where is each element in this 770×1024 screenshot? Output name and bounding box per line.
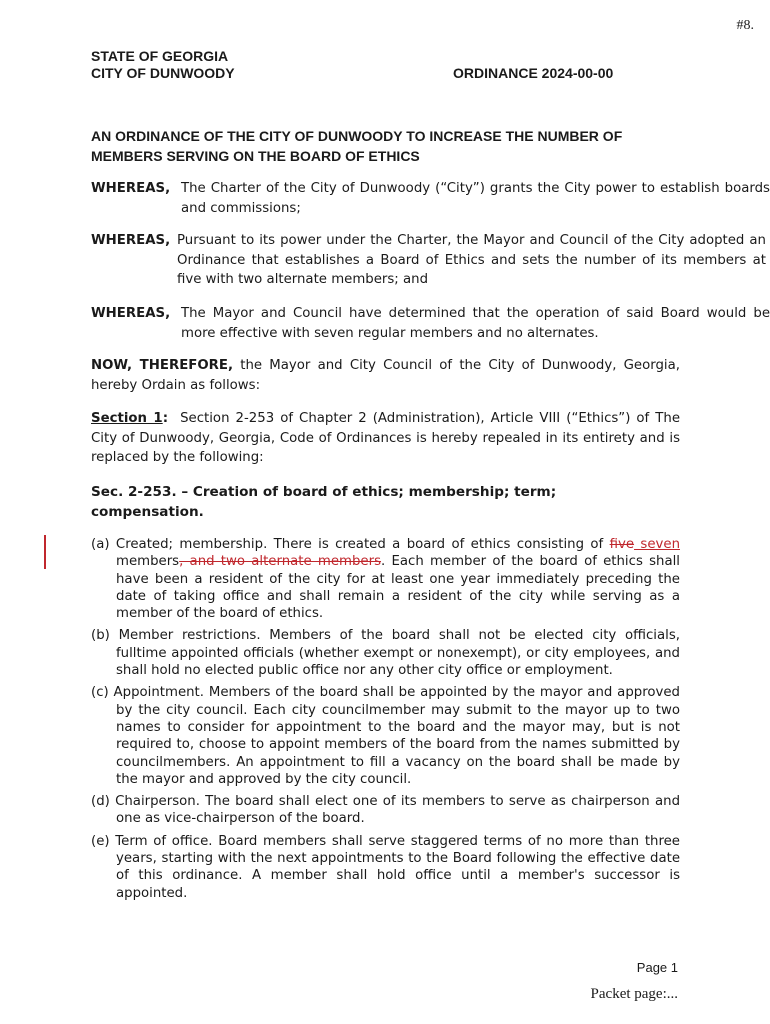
whereas-text: Pursuant to its power under the Charter, the Mayor and Council of the City adopted an Ordinance that establishes a Board of Ethics and sets the number of its members at five with two alternate members; and [177,233,766,287]
whereas-clause-3 [91,304,770,343]
whereas-clause-2 [91,231,766,290]
section-1-label: Section 1 [91,411,163,426]
section-heading: Sec. 2-253. – Creation of board of ethics; membership; term; compensation. [91,484,557,520]
subsection-label: (d) [91,794,110,810]
deleted-text: , and two alternate members [179,554,382,570]
subsection-b [91,627,680,679]
section-1-text: Section 2-253 of Chapter 2 (Administration), Article VIII (“Ethics”) of The City of Dunwoody, Georgia, Code of Ordinances is hereby repealed in its entirety and is replaced by the following: [91,411,680,465]
page-number: Page 1 [636,960,678,975]
whereas-text: The Mayor and Council have determined that the operation of said Board would be more effective with seven regular members and no alternates. [181,306,770,341]
subsection-d [91,793,680,828]
header-city: CITY OF DUNWOODY [91,65,235,81]
subsection-text: Member restrictions. Members of the board shall not be elected city officials, fulltime appointed officials (whether exempt or nonexempt), or city employees, and shall hold no elected public office nor any other city office or employment. [116,628,680,679]
subsection-a [91,536,680,622]
header-state: STATE OF GEORGIA [91,48,229,64]
whereas-text: The Charter of the City of Dunwoody (“City”) grants the City power to establish boards and commissions; [181,181,770,216]
whereas-keyword: WHEREAS, [91,181,171,196]
whereas-keyword: WHEREAS, [91,233,171,248]
subsection-label: (c) [91,685,109,701]
now-therefore-keyword: NOW, THEREFORE, [91,358,234,373]
page-marker: #8. [736,18,754,33]
subsection-label: (b) [91,628,110,644]
subsection-text: Term of office. Board members shall serve staggered terms of no more than three years, starting with the next appointments to the Board following the effective date of this ordinance. A member shall hold office until a member's successor is appointed. [115,833,680,901]
whereas-keyword: WHEREAS, [91,306,171,321]
section-1-colon: : [162,411,169,426]
inserted-text: seven [634,537,680,552]
subsection-text: Appointment. Members of the board shall be appointed by the mayor and approved by the city council. Each city councilmember may submit to the mayor up to two names to consider for appointment to the board and the mayor may, but is not required to, choose to appoint members of the board from the names submitted by councilmembers. An appointment to fill a vacancy on the board shall be made by the mayor and approved by the city council. [113,685,680,787]
now-therefore-clause [91,356,680,395]
subsection-text: Chairperson. The board shall elect one of its members to serve as chairperson and one as vice-chairperson of the board. [115,794,681,827]
now-therefore-text: the Mayor and City Council of the City of Dunwoody, Georgia, hereby Ordain as follows: [91,358,680,393]
subsection-list [91,536,680,902]
subsection-c [91,684,680,788]
header-ordinance-number: ORDINANCE 2024-00-00 [453,65,614,81]
subsection-label: (a) [91,537,110,552]
subsection-text: . Each member of the board of ethics shall have been a resident of the city for at least one year immediately preceding the date of taking office and shall remain a resident of the city while serving as a member of the board of ethics. [116,554,680,622]
subsection-text: Created; membership. There is created a board of ethics consisting of [115,537,610,552]
whereas-clause-1 [91,179,770,218]
ordinance-title: AN ORDINANCE OF THE CITY OF DUNWOODY TO INCREASE THE NUMBER OF MEMBERS SERVING ON THE BOARD OF ETHICS [91,128,623,164]
revision-change-bar [44,535,46,569]
packet-page: Packet page:... [590,986,678,1002]
subsection-label: (e) [91,833,110,849]
subsection-e [91,833,680,902]
deleted-text: five [609,537,635,552]
section-1-clause [91,409,680,468]
subsection-text: members [116,554,180,570]
